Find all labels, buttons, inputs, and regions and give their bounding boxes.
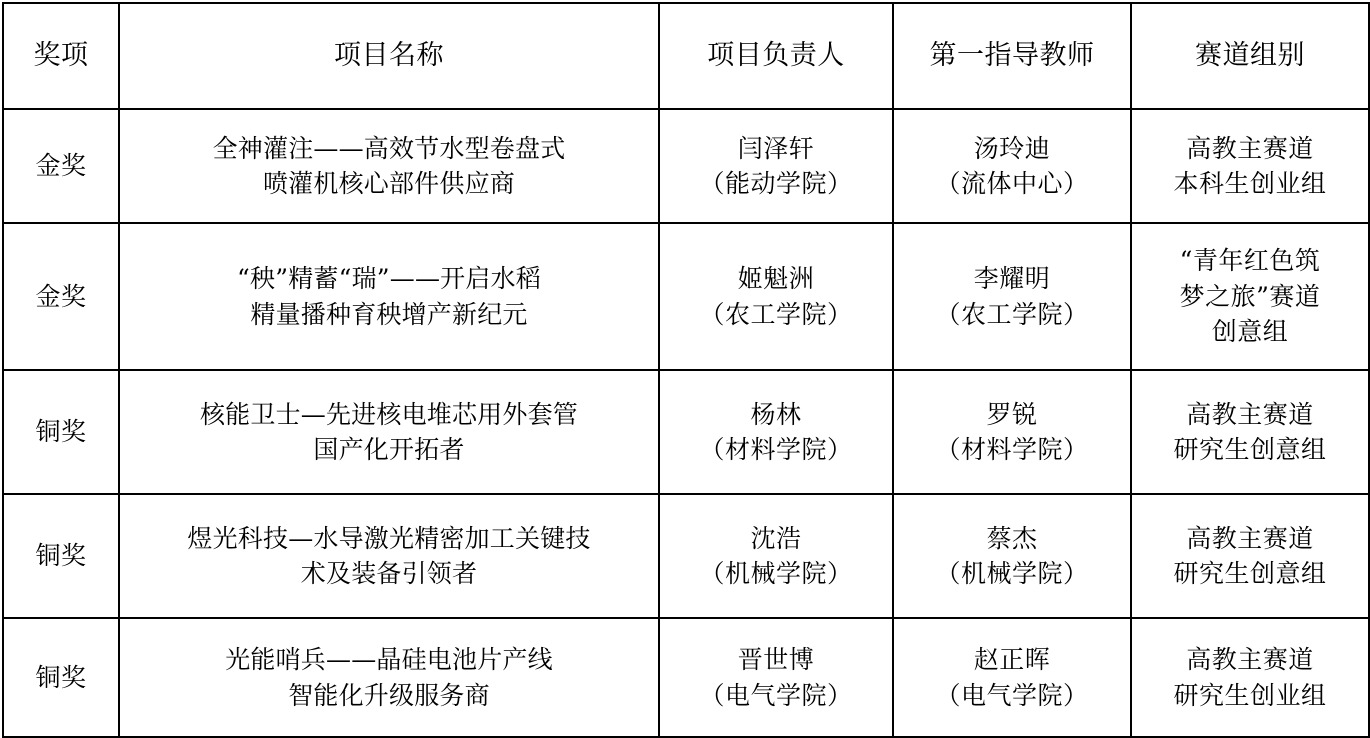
text-line: 煜光科技—水导激光精密加工关键技 bbox=[187, 523, 591, 553]
text-line: （机械学院） bbox=[935, 559, 1089, 588]
text-line: 研究生创意组 bbox=[1173, 559, 1327, 588]
table-body bbox=[3, 109, 1369, 737]
text-line: 喷灌机核心部件供应商 bbox=[262, 169, 515, 198]
text-line: 精量播种育秧增产新纪元 bbox=[250, 299, 528, 329]
text-line: “秧”精蓄“瑞”——开启水稻 bbox=[237, 264, 541, 293]
text-line: 高教主赛道 bbox=[1186, 399, 1314, 429]
cell-teacher bbox=[893, 109, 1131, 223]
cell-award: 金奖 bbox=[3, 109, 119, 223]
text-line: 沈浩 bbox=[750, 523, 802, 553]
cell-track bbox=[1131, 109, 1369, 223]
text-line: 汤玲迪 bbox=[973, 133, 1051, 163]
column-header-project: 项目名称 bbox=[119, 3, 659, 109]
text-line: （电气学院） bbox=[699, 680, 853, 710]
cell-leader bbox=[659, 109, 893, 223]
table-row bbox=[3, 618, 1369, 737]
table-row bbox=[3, 109, 1369, 223]
text-line: （能动学院） bbox=[699, 169, 853, 198]
cell-project bbox=[119, 370, 659, 494]
header-row bbox=[3, 3, 1369, 109]
award-table bbox=[2, 2, 1370, 738]
text-line: 高教主赛道 bbox=[1186, 133, 1314, 163]
cell-project bbox=[119, 494, 659, 618]
cell-award: 铜奖 bbox=[3, 494, 119, 618]
text-line: 蔡杰 bbox=[986, 523, 1038, 553]
text-line: 研究生创意组 bbox=[1173, 435, 1327, 464]
text-line: 高教主赛道 bbox=[1186, 645, 1314, 674]
cell-leader bbox=[659, 223, 893, 370]
text-line: （农工学院） bbox=[935, 299, 1089, 329]
text-line: “青年红色筑 bbox=[1179, 246, 1321, 276]
column-header-leader: 项目负责人 bbox=[659, 3, 893, 109]
text-line: （流体中心） bbox=[935, 169, 1089, 198]
cell-leader bbox=[659, 370, 893, 494]
text-line: 闫泽轩 bbox=[737, 133, 815, 163]
cell-award: 金奖 bbox=[3, 223, 119, 370]
text-line: 研究生创业组 bbox=[1173, 680, 1327, 710]
text-line: 高教主赛道 bbox=[1186, 523, 1314, 553]
cell-teacher bbox=[893, 223, 1131, 370]
text-line: （材料学院） bbox=[935, 435, 1089, 464]
text-line: 李耀明 bbox=[973, 264, 1051, 293]
table-row bbox=[3, 223, 1369, 370]
table-header bbox=[3, 3, 1369, 109]
text-line: （农工学院） bbox=[699, 299, 853, 329]
cell-track bbox=[1131, 494, 1369, 618]
text-line: 核能卫士—先进核电堆芯用外套管 bbox=[199, 399, 578, 429]
text-line: 光能哨兵——晶硅电池片产线 bbox=[225, 645, 553, 674]
cell-track bbox=[1131, 618, 1369, 737]
cell-teacher bbox=[893, 494, 1131, 618]
text-line: （机械学院） bbox=[699, 559, 853, 588]
text-line: 术及装备引领者 bbox=[300, 559, 478, 588]
text-line: 晋世博 bbox=[737, 645, 815, 674]
cell-teacher bbox=[893, 370, 1131, 494]
text-line: （电气学院） bbox=[935, 680, 1089, 710]
cell-track bbox=[1131, 223, 1369, 370]
text-line: 赵正晖 bbox=[973, 645, 1051, 674]
text-line: 姬魁洲 bbox=[737, 264, 815, 293]
text-line: 杨林 bbox=[750, 399, 802, 429]
table-row bbox=[3, 370, 1369, 494]
cell-project bbox=[119, 618, 659, 737]
column-header-teacher: 第一指导教师 bbox=[893, 3, 1131, 109]
cell-project bbox=[119, 109, 659, 223]
column-header-award: 奖项 bbox=[3, 3, 119, 109]
text-line: 全神灌注——高效节水型卷盘式 bbox=[212, 133, 566, 163]
cell-project bbox=[119, 223, 659, 370]
text-line: 梦之旅”赛道 bbox=[1179, 281, 1321, 311]
cell-teacher bbox=[893, 618, 1131, 737]
table-row bbox=[3, 494, 1369, 618]
text-line: 罗锐 bbox=[986, 399, 1038, 429]
text-line: 国产化开拓者 bbox=[313, 435, 465, 464]
text-line: （材料学院） bbox=[699, 435, 853, 464]
cell-leader bbox=[659, 494, 893, 618]
cell-leader bbox=[659, 618, 893, 737]
column-header-track: 赛道组别 bbox=[1131, 3, 1369, 109]
cell-track bbox=[1131, 370, 1369, 494]
text-line: 创意组 bbox=[1211, 317, 1289, 347]
text-line: 本科生创业组 bbox=[1173, 169, 1327, 198]
cell-award: 铜奖 bbox=[3, 370, 119, 494]
cell-award: 铜奖 bbox=[3, 618, 119, 737]
text-line: 智能化升级服务商 bbox=[288, 680, 490, 710]
